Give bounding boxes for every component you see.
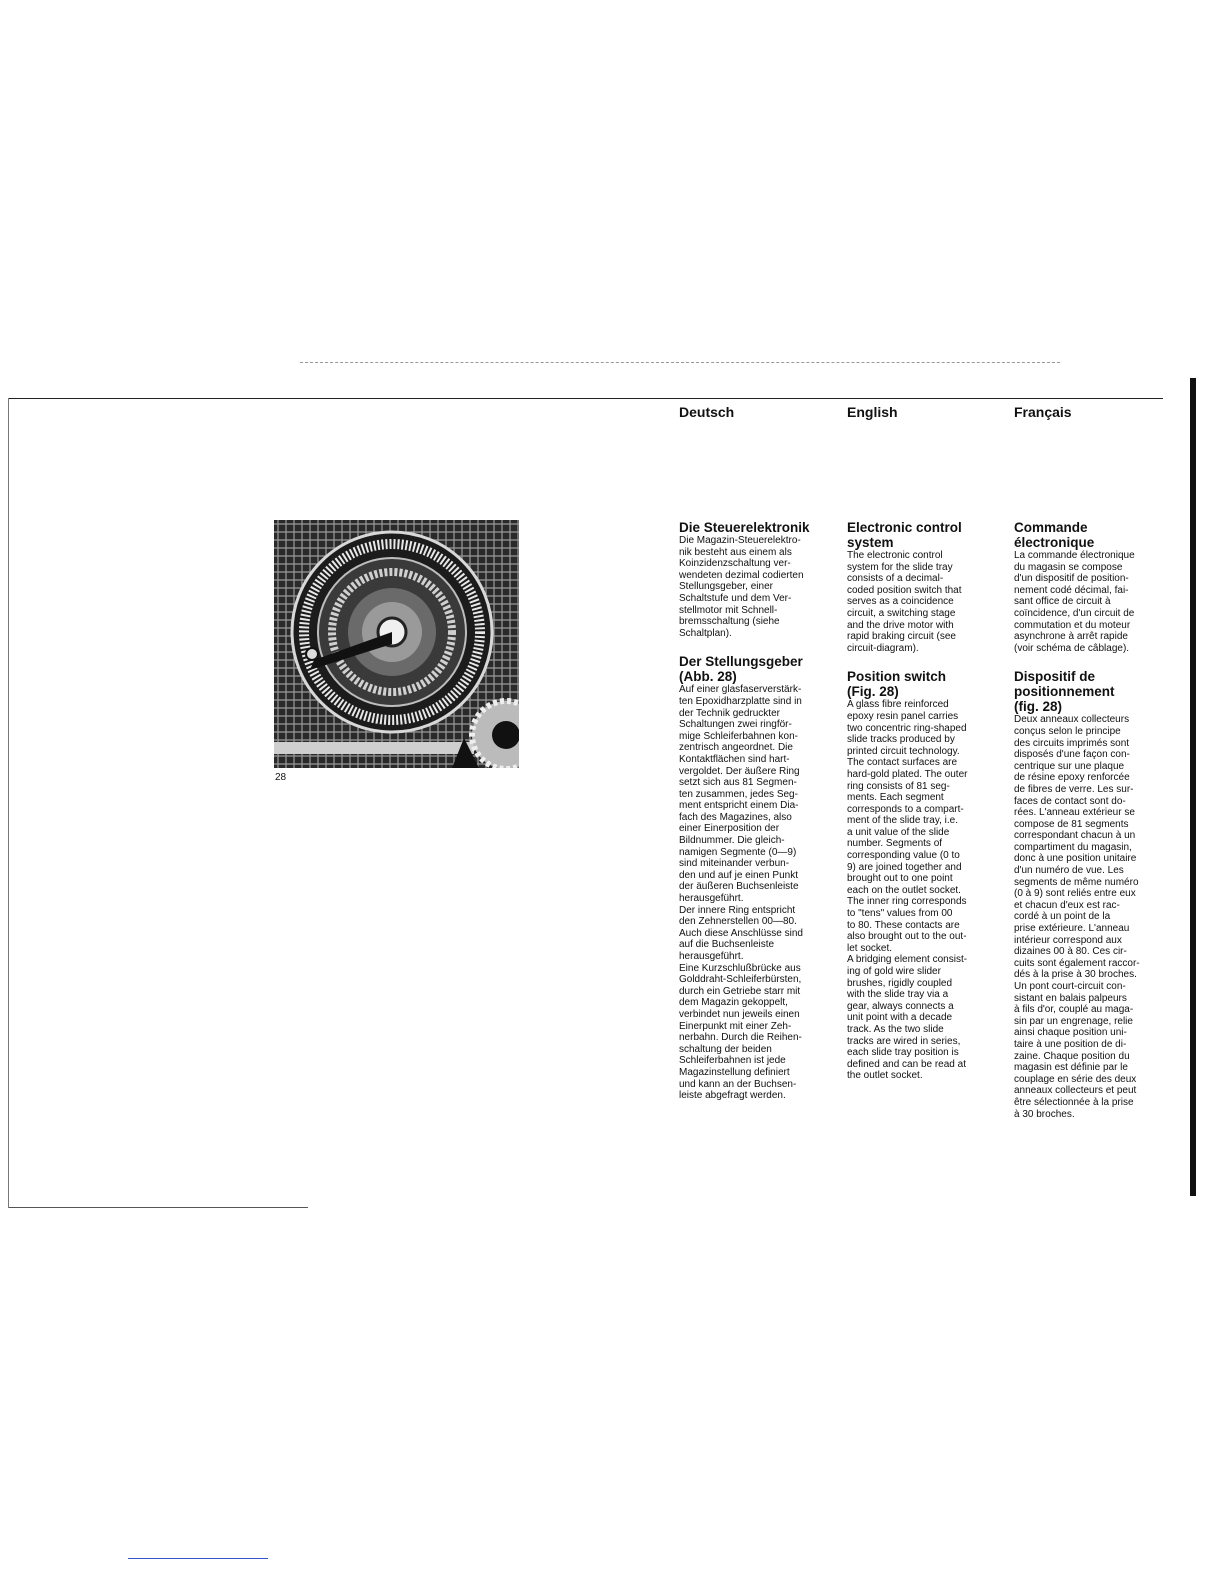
bottom-rule-left <box>8 1207 308 1208</box>
en-body-electronic-control: The electronic control system for the slide tray consists of a decimal- coded position switch that serves as a coincidence circuit, a switching stage and the drive motor with rapid braking circuit (see circuit-diagram). <box>847 550 962 654</box>
de-heading-steuerelektronik: Die Steuerelektronik <box>679 520 810 535</box>
position-switch-illustration <box>274 520 519 768</box>
lang-header-english: English <box>847 404 898 420</box>
footer-link-underline <box>128 1558 268 1559</box>
en-heading-position-switch: Position switch (Fig. 28) <box>847 669 947 700</box>
header-rule <box>8 398 1163 399</box>
right-edge-bar <box>1190 378 1196 1196</box>
en-heading-electronic-control: Electronic control system <box>847 520 962 550</box>
fr-heading-commande: Commande électronique <box>1014 520 1095 550</box>
en-body-position-switch: A glass fibre reinforced epoxy resin panel carries two concentric ring-shaped slide tracks produced by printed circuit technology. The contact surfaces are hard-gold plated. The outer ring consists of 81 seg- ments. Each segment corresponds to a compart- ment of the slide tray, i.e. a unit value of the slide number. Segments of corresponding value (0 to 9) are joined together and brought out to one point each on the outlet socket. The inner ring corresponds to "tens" values from 00 to 80. These contacts are also brought out to the out- let socket. A bridging element consist- ing of gold wire slider brushes, rigidly coupled with the slide tray via a gear, always connects a unit point with a decade track. As the two slide tracks are wired in series, each slide tray position is defined and can be read at the outlet socket. <box>847 699 968 1082</box>
de-body-stellungsgeber: Auf einer glasfaserverstärk- ten Epoxidharzplatte sind in der Technik gedruckter Schaltungen zwei ringför- mige Schleiferbahnen kon- zentrisch angeordnet. Die Kontaktflächen sind hart- vergoldet. Der äußere Ring setzt sich aus 81 Segmen- ten zusammen, jedes Seg- ment entspricht einem Dia- fach des Magazines, also einer Einerposition der Bildnummer. Die gleich- namigen Segmente (0—9) sind miteinander verbun- den und auf je einen Punkt der äußeren Buchsenleiste herausgeführt. Der innere Ring entspricht den Zehnerstellen 00—80. Auch diese Anschlüsse sind auf die Buchsenleiste herausgeführt. Eine Kurzschlußbrücke aus Golddraht-Schleiferbürsten, durch ein Getriebe starr mit dem Magazin gekoppelt, verbindet nun jeweils einen Einerpunkt mit einer Zeh- nerbahn. Durch die Reihen- schaltung der beiden Schleiferbahnen ist jede Magazinstellung definiert und kann an der Buchsen- leiste abgefragt werden. <box>679 684 803 1102</box>
de-body-steuerelektronik: Die Magazin-Steuerelektro- nik besteht aus einem als Koinzidenzschaltung ver- wendeten dezimal codierten Stellungsgeber, einer Schaltstufe und dem Ver- stellmotor mit Schnell- bremsschaltung (siehe Schaltplan). <box>679 535 804 639</box>
lang-header-deutsch: Deutsch <box>679 404 735 420</box>
left-edge-rule <box>8 398 9 1208</box>
top-dashed-rule <box>300 362 1060 363</box>
fr-heading-dispositif: Dispositif de positionnement (fig. 28) <box>1014 669 1115 715</box>
fr-body-dispositif: Deux anneaux collecteurs conçus selon le principe des circuits imprimés sont disposés d'une façon con- centrique sur une plaque de résine epoxy renforcée de fibres de verre. Les sur- faces de contact sont do- rées. L'anneau extérieur se compose de 81 segments correspondant chacun à un compartiment du magasin, donc à une position unitaire d'un numéro de vue. Les segments de même numéro (0 à 9) sont reliés entre eux et chacun d'eux est rac- cordé à un point de la prise extérieure. L'anneau intérieur correspond aux dizaines 00 à 80. Ces cir- cuits sont également raccor- dés à la prise à 30 broches. Un pont court-circuit con- sistant en balais palpeurs à fils d'or, couplé au maga- sin par un engrenage, relie ainsi chaque position uni- taire à une position de di- zaine. Chaque position du magasin est définie par le couplage en série des deux anneaux collecteurs et peut être sélectionnée à la prise à 30 broches. <box>1014 714 1140 1120</box>
column-english <box>847 520 1007 1082</box>
de-heading-stellungsgeber: Der Stellungsgeber (Abb. 28) <box>679 654 803 685</box>
lang-header-francais: Français <box>1014 404 1072 420</box>
column-francais <box>1014 520 1174 1120</box>
fr-body-commande: La commande électronique du magasin se compose d'un dispositif de position- nement codé décimal, fai- sant office de circuit à coïncidence, d'un circuit de commutation et du moteur asynchrone à arrêt rapide (voir schéma de câblage). <box>1014 550 1135 654</box>
position-switch-photo <box>274 520 519 768</box>
figure-number: 28 <box>275 772 287 783</box>
column-deutsch <box>679 520 839 1102</box>
